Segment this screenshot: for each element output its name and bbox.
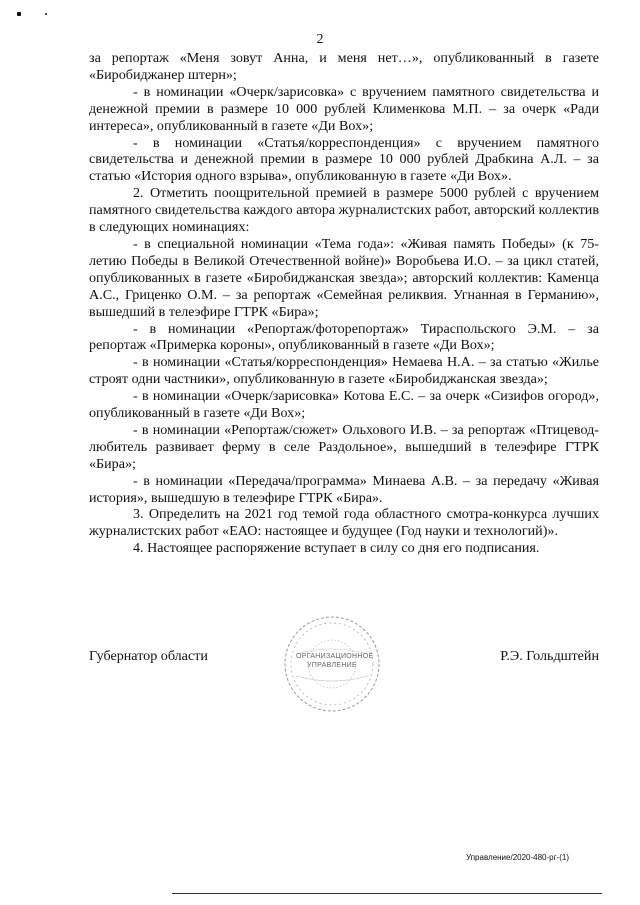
paragraph: 2. Отметить поощрительной премией в размере 5000 рублей с вручением памятного свидетельства каждого автора журналистских работ, авторский коллектив в следующих номинациях: xyxy=(89,185,599,236)
signer-name: Р.Э. Гольдштейн xyxy=(500,648,599,664)
paragraph: - в номинации «Очерк/зарисовка» Котова Е.С. – за очерк «Сизифов огород», опубликованный в газете «Ди Вох»; xyxy=(89,388,599,422)
paragraph: - в номинации «Статья/корреспонденция» Немаева Н.А. – за статью «Жилье строят одни частники», опубликованную в газете «Биробиджанская звезда»; xyxy=(89,354,599,388)
paragraph: 4. Настоящее распоряжение вступает в силу со дня его подписания. xyxy=(133,540,540,557)
bottom-rule xyxy=(172,893,602,894)
signer-title: Губернатор области xyxy=(89,648,208,664)
document-body xyxy=(89,50,599,557)
page-number: 2 xyxy=(316,32,324,47)
paragraph: - в номинации «Передача/программа» Минаева А.В. – за передачу «Живая история», вышедшую в телеэфире ГТРК «Бира». xyxy=(89,472,599,506)
paragraph: - в номинации «Очерк/зарисовка» с вручением памятного свидетельства и денежной премии в размере 10 000 рублей Клименкова М.П. – за очерк «Ради интереса», опубликованный в газете «Ди Вох»; xyxy=(89,83,599,134)
paragraph: 3. Определить на 2021 год темой года областного смотра-конкурса лучших журналистских работ «ЕАО: настоящее и будущее (Год науки и технологий)». xyxy=(89,506,599,540)
stamp-text-line: УПРАВЛЕНИЕ xyxy=(307,662,357,669)
paragraph: за репортаж «Меня зовут Анна, и меня нет…», опубликованный в газете «Биробиджанер штерн»; xyxy=(89,50,599,83)
scan-speck xyxy=(17,12,21,16)
document-code: Управление/2020-480-рг-(1) xyxy=(466,853,569,862)
signature-block xyxy=(89,648,599,668)
paragraph: - в номинации «Репортаж/сюжет» Ольхового И.В. – за репортаж «Птицевод-любитель развивает ферму в селе Раздольное», вышедший в телеэфире ГТРК «Бира»; xyxy=(89,421,599,472)
scan-speck xyxy=(45,13,47,15)
stamp-text-line: ОРГАНИЗАЦИОННОЕ xyxy=(296,653,374,660)
paragraph: - в номинации «Статья/корреспонденция» с вручением памятного свидетельства и денежной премии в размере 10 000 рублей Драбкина А.Л. – за статью «История одного взрыва», опубликованную в газете «Ди Вох». xyxy=(89,134,599,185)
paragraph: - в номинации «Репортаж/фоторепортаж» Тираспольского Э.М. – за репортаж «Примерка короны», опубликованный в газете «Ди Вох»; xyxy=(89,320,599,354)
paragraph: - в специальной номинации «Тема года»: «Живая память Победы» (к 75-летию Победы в Великой Отечественной войне)» Воробьева И.О. – за цикл статей, опубликованных в газете «Биробиджанская звезда»; авторский коллектив: Каменца А.С., Гриценко О.М. – за репортаж «Семейная реликвия. Угнанная в Германию», вышедший в телеэфире ГТРК «Бира»; xyxy=(89,235,599,320)
